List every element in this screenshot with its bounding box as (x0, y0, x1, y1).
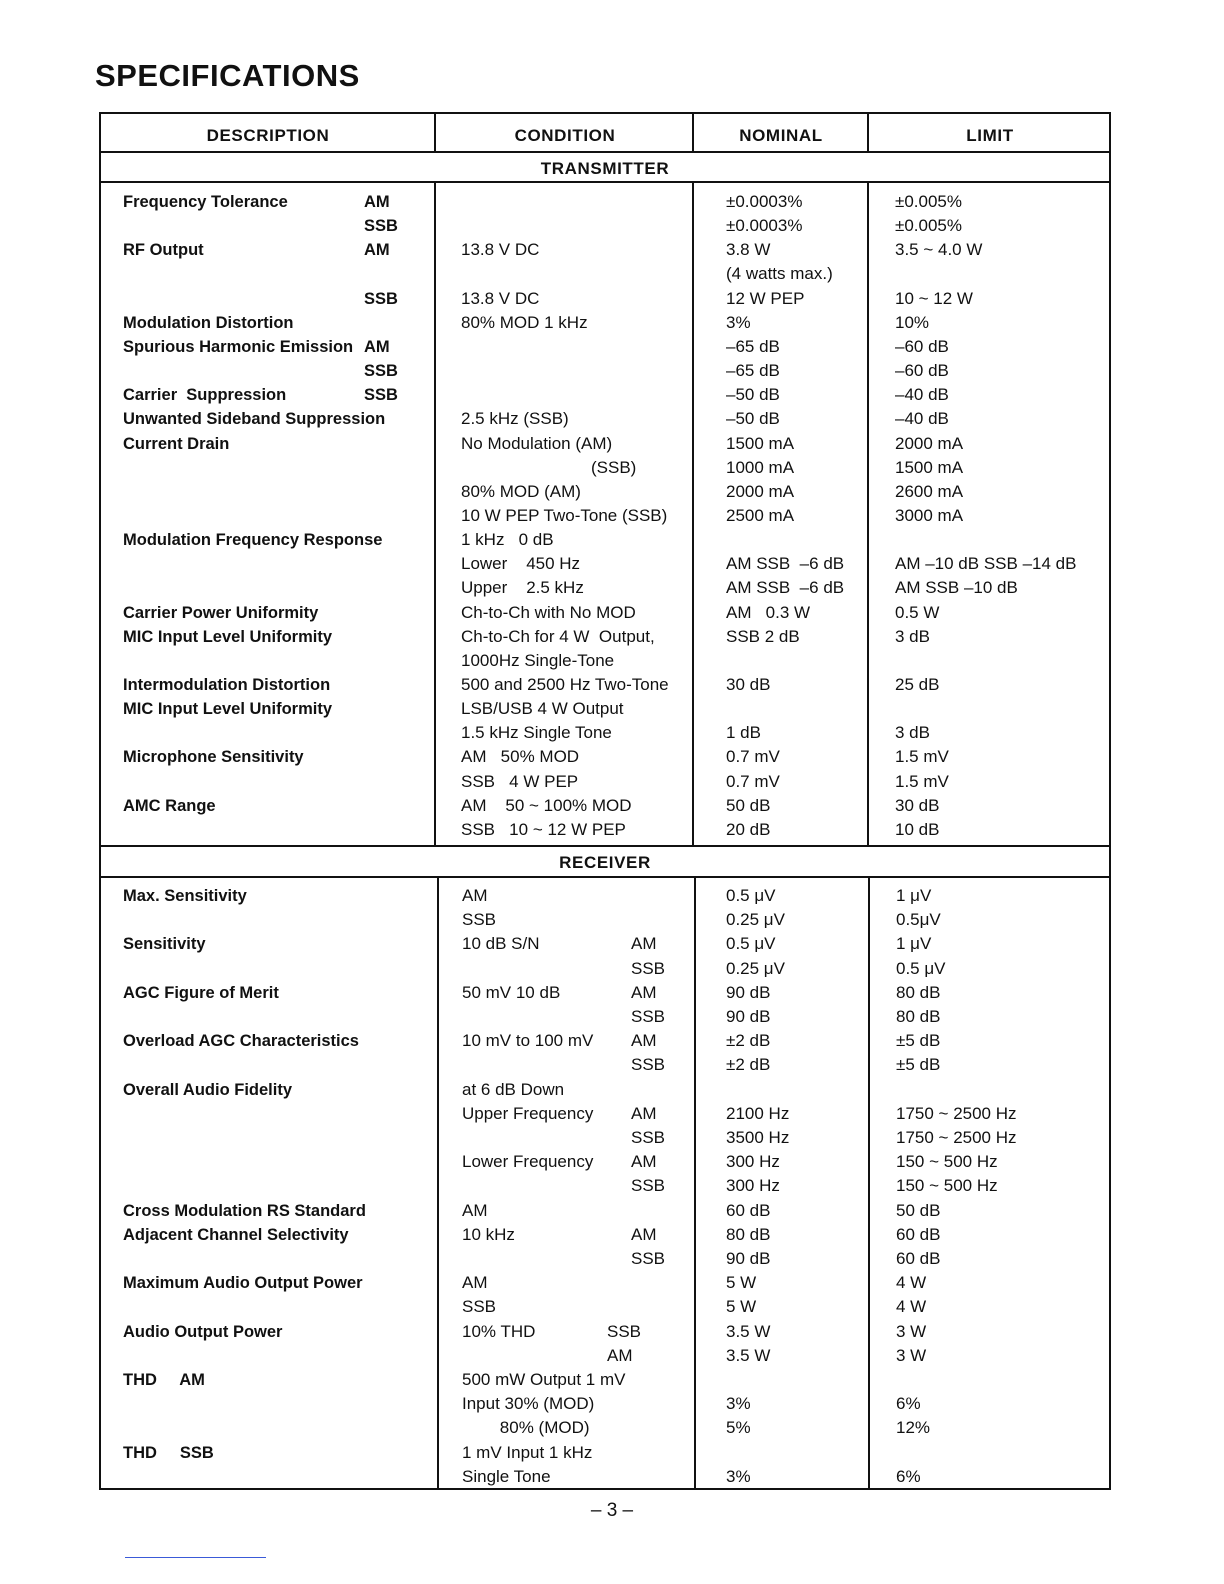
cell-d: Overall Audio Fidelity (123, 1080, 293, 1099)
cell-c: AM (462, 886, 488, 905)
cell-l: 80 dB (896, 1007, 941, 1026)
table-row (101, 480, 1109, 504)
cell-c: Upper Frequency (462, 1103, 594, 1123)
header-description: DESCRIPTION (206, 126, 330, 145)
cell-l: 60 dB (896, 1224, 941, 1244)
cell-n: 80 dB (726, 1224, 771, 1244)
cell-n: 2000 mA (726, 481, 795, 501)
table-row (101, 407, 1109, 431)
cell-d: Microphone Sensitivity (123, 748, 304, 767)
table-row (101, 456, 1109, 480)
table-row (101, 1053, 1109, 1077)
header-nominal: NOMINAL (739, 126, 823, 145)
cell-l: 0.5 W (895, 602, 940, 622)
cell-c: Lower Frequency (462, 1152, 594, 1172)
cell-l: ±0.005% (895, 216, 962, 236)
table-row (101, 504, 1109, 528)
cell-d: Unwanted Sideband Suppression (123, 410, 386, 429)
table-row (101, 1295, 1109, 1319)
cell-cm: SSB (631, 1007, 666, 1026)
divider (101, 845, 1109, 847)
cell-n: 300 Hz (726, 1176, 780, 1196)
cell-l: 3 W (896, 1321, 927, 1341)
table-row (101, 1368, 1109, 1392)
table-row (101, 957, 1109, 981)
cell-n: –50 dB (726, 409, 780, 429)
cell-l: 1 μV (896, 934, 932, 954)
cell-cm: AM (631, 1103, 657, 1123)
table-row (101, 190, 1109, 214)
cell-c: 1000Hz Single-Tone (461, 650, 615, 670)
table-row (101, 1150, 1109, 1174)
cell-cm: SSB (631, 1176, 666, 1196)
table-row (101, 576, 1109, 600)
cell-l: 25 dB (895, 675, 940, 694)
cell-n: 3% (726, 1466, 751, 1486)
cell-d: Carrier Suppression (123, 386, 287, 405)
table-row (101, 625, 1109, 649)
cell-c: 1 kHz 0 dB (461, 530, 554, 550)
cell-l: 80 dB (896, 982, 941, 1002)
cell-l: 150 ~ 500 Hz (896, 1152, 998, 1172)
cell-l: 10% (895, 312, 930, 332)
section-transmitter: TRANSMITTER (540, 159, 670, 178)
cell-c: 10 kHz (462, 1224, 515, 1244)
cell-m: SSB (364, 386, 398, 405)
cell-cm: AM (631, 934, 657, 954)
cell-c: SSB (462, 910, 497, 930)
cell-l: –40 dB (895, 385, 949, 405)
cell-n: 3% (726, 312, 751, 332)
cell-n: 90 dB (726, 1007, 771, 1026)
cell-l: 3 dB (895, 723, 930, 743)
cell-d: RF Output (123, 241, 204, 260)
cell-n: SSB 2 dB (726, 626, 800, 646)
cell-d: Cross Modulation RS Standard (123, 1201, 366, 1220)
cell-c: Input 30% (MOD) (462, 1394, 595, 1414)
cell-m: AM (364, 193, 390, 211)
cell-l: 150 ~ 500 Hz (896, 1176, 998, 1196)
table-row (101, 981, 1109, 1005)
cell-n: 3.5 W (726, 1321, 771, 1341)
divider (125, 1557, 266, 1558)
cell-n: 5% (726, 1418, 751, 1438)
table-row (101, 214, 1109, 238)
cell-l: 3 dB (895, 626, 930, 646)
cell-n: 0.5 μV (726, 886, 776, 905)
table-row (101, 1174, 1109, 1198)
cell-c: SSB 4 W PEP (461, 771, 579, 791)
table-row (101, 1320, 1109, 1344)
cell-d: MIC Input Level Uniformity (123, 700, 333, 719)
cell-m: SSB (364, 362, 398, 381)
table-row (101, 649, 1109, 673)
cell-c: 80% MOD 1 kHz (461, 312, 588, 332)
divider (101, 876, 1109, 878)
table-row (101, 1416, 1109, 1440)
cell-n: 1500 mA (726, 433, 795, 453)
cell-c: 500 mW Output 1 mV (462, 1370, 626, 1389)
cell-l: 2000 mA (895, 433, 964, 453)
table-row (101, 908, 1109, 932)
cell-l: AM –10 dB SSB –14 dB (895, 554, 1077, 574)
cell-l: 10 dB (895, 819, 940, 839)
cell-n: 90 dB (726, 982, 771, 1002)
cell-cm: SSB (631, 1249, 666, 1268)
cell-d: MIC Input Level Uniformity (123, 627, 333, 646)
cell-c: 10 W PEP Two-Tone (SSB) (461, 505, 668, 525)
cell-n: 3.8 W (726, 240, 771, 260)
cell-d: Overload AGC Characteristics (123, 1032, 359, 1051)
header-limit: LIMIT (966, 126, 1014, 145)
cell-c: 2.5 kHz (SSB) (461, 409, 569, 429)
cell-n: 0.7 mV (726, 747, 780, 767)
page-number: – 3 – (590, 1500, 634, 1521)
cell-l: ±5 dB (896, 1031, 941, 1051)
cell-l: 1750 ~ 2500 Hz (896, 1103, 1017, 1123)
cell-d: THD SSB (123, 1443, 214, 1462)
cell-l: 12% (896, 1418, 931, 1438)
cell-d: Modulation Frequency Response (123, 531, 383, 550)
cell-l: 6% (896, 1394, 921, 1414)
cell-l: ±0.005% (895, 192, 962, 211)
table-row (101, 262, 1109, 286)
cell-n: AM SSB –6 dB (726, 578, 845, 598)
cell-l: 1750 ~ 2500 Hz (896, 1128, 1017, 1147)
table-row (101, 1247, 1109, 1271)
cell-d: Sensitivity (123, 935, 206, 954)
cell-l: 3.5 ~ 4.0 W (895, 240, 983, 260)
cell-l: 2600 mA (895, 481, 964, 501)
cell-d: Maximum Audio Output Power (123, 1274, 363, 1293)
cell-n: 3500 Hz (726, 1128, 790, 1147)
cell-cm: (SSB) (591, 457, 637, 477)
cell-d: Modulation Distortion (123, 313, 294, 332)
cell-n: 5 W (726, 1273, 757, 1293)
cell-l: 50 dB (896, 1200, 941, 1220)
cell-d: THD AM (123, 1371, 205, 1389)
cell-n: 300 Hz (726, 1152, 780, 1172)
table-row (101, 1005, 1109, 1029)
cell-cm: SSB (631, 1055, 666, 1075)
cell-cm: AM (631, 1152, 657, 1172)
cell-cm2: AM (607, 1345, 633, 1365)
cell-c: Single Tone (462, 1466, 551, 1486)
cell-n: 3.5 W (726, 1345, 771, 1365)
divider (101, 181, 1109, 183)
table-row (101, 884, 1109, 908)
cell-n: 5 W (726, 1297, 757, 1317)
cell-l: 1 μV (896, 886, 932, 905)
table-row (101, 721, 1109, 745)
cell-l: 1.5 mV (895, 747, 949, 767)
cell-n: –50 dB (726, 385, 780, 405)
table-row (101, 818, 1109, 842)
cell-l: –60 dB (895, 361, 949, 381)
cell-c: 1.5 kHz Single Tone (461, 723, 612, 743)
cell-l: ±5 dB (896, 1055, 941, 1075)
cell-c: 80% MOD (AM) (461, 481, 581, 501)
cell-c: No Modulation (AM) (461, 433, 613, 453)
table-row (101, 1078, 1109, 1102)
specifications-table (99, 112, 1111, 1490)
cell-d: Carrier Power Uniformity (123, 603, 319, 622)
table-row (101, 697, 1109, 721)
cell-l: 0.5 μV (896, 958, 946, 978)
table-row (101, 1465, 1109, 1489)
cell-c: Lower 450 Hz (461, 554, 581, 574)
cell-l: 1.5 mV (895, 771, 949, 791)
cell-l: 60 dB (896, 1249, 941, 1268)
cell-n: 2500 mA (726, 505, 795, 525)
cell-n: 2100 Hz (726, 1103, 790, 1123)
cell-cm2: SSB (607, 1321, 642, 1341)
cell-c: AM 50 ~ 100% MOD (461, 795, 632, 815)
table-row (101, 287, 1109, 311)
table-row (101, 359, 1109, 383)
table-row (101, 1223, 1109, 1247)
cell-l: 4 W (896, 1273, 927, 1293)
cell-n: 12 W PEP (726, 288, 805, 308)
cell-d: Frequency Tolerance (123, 193, 288, 211)
cell-n: 90 dB (726, 1249, 771, 1268)
cell-l: 10 ~ 12 W (895, 288, 973, 308)
cell-l: –60 dB (895, 336, 949, 356)
cell-c: Ch-to-Ch for 4 W Output, (461, 626, 655, 646)
cell-c: AM (462, 1200, 488, 1220)
cell-l: 0.5μV (896, 910, 941, 930)
cell-c: at 6 dB Down (462, 1079, 565, 1099)
cell-n: 0.5 μV (726, 934, 776, 954)
table-row (101, 528, 1109, 552)
cell-n: ±0.0003% (726, 192, 803, 211)
cell-c: SSB (462, 1297, 497, 1317)
cell-d: Current Drain (123, 434, 230, 453)
table-row (101, 794, 1109, 818)
cell-cm: AM (631, 982, 657, 1002)
cell-l: 30 dB (895, 795, 940, 815)
cell-c: LSB/USB 4 W Output (461, 699, 624, 719)
cell-n: 20 dB (726, 819, 771, 839)
table-row (101, 601, 1109, 625)
cell-l: 3000 mA (895, 505, 964, 525)
cell-l: –40 dB (895, 409, 949, 429)
cell-cm: AM (631, 1224, 657, 1244)
table-row (101, 311, 1109, 335)
table-row (101, 335, 1109, 359)
divider (692, 114, 694, 152)
cell-c: 13.8 V DC (461, 288, 540, 308)
cell-n: 1000 mA (726, 457, 795, 477)
divider (101, 151, 1109, 153)
cell-n: AM SSB –6 dB (726, 554, 845, 574)
cell-n: 30 dB (726, 675, 771, 694)
cell-c: Upper 2.5 kHz (461, 578, 584, 598)
table-row (101, 1344, 1109, 1368)
cell-n: –65 dB (726, 361, 780, 381)
cell-d: Adjacent Channel Selectivity (123, 1225, 349, 1244)
table-row (101, 1126, 1109, 1150)
cell-m: AM (364, 241, 390, 260)
cell-n: –65 dB (726, 336, 780, 356)
cell-l: 3 W (896, 1345, 927, 1365)
cell-cm: SSB (631, 958, 666, 978)
table-row (101, 673, 1109, 697)
table-row (101, 1029, 1109, 1053)
cell-m: SSB (364, 289, 398, 308)
cell-m: AM (364, 337, 390, 356)
cell-c: SSB 10 ~ 12 W PEP (461, 819, 626, 839)
cell-l: AM SSB –10 dB (895, 578, 1018, 598)
cell-l: 1500 mA (895, 457, 964, 477)
divider (867, 114, 869, 152)
cell-c: AM 50% MOD (461, 747, 580, 767)
cell-c: 10 dB S/N (462, 934, 540, 954)
cell-d: Audio Output Power (123, 1322, 283, 1341)
cell-n: 50 dB (726, 795, 771, 815)
cell-l: 4 W (896, 1297, 927, 1317)
table-row (101, 932, 1109, 956)
cell-c: 1 mV Input 1 kHz (462, 1442, 593, 1462)
table-row (101, 432, 1109, 456)
cell-n: 0.25 μV (726, 910, 785, 930)
table-row (101, 1441, 1109, 1465)
cell-n: ±2 dB (726, 1031, 771, 1051)
table-row (101, 1392, 1109, 1416)
table-row (101, 238, 1109, 262)
cell-m: SSB (364, 217, 398, 236)
cell-c: AM (462, 1273, 488, 1293)
cell-c: 10 mV to 100 mV (462, 1031, 594, 1051)
table-row (101, 1199, 1109, 1223)
cell-l: 6% (896, 1466, 921, 1486)
cell-d: AMC Range (123, 796, 216, 815)
cell-c: 50 mV 10 dB (462, 982, 561, 1002)
cell-n: 0.25 μV (726, 958, 785, 978)
cell-cm: SSB (631, 1128, 666, 1147)
cell-c: 10% THD (462, 1321, 536, 1341)
cell-c: Ch-to-Ch with No MOD (461, 602, 636, 622)
cell-c: 500 and 2500 Hz Two-Tone (461, 675, 669, 694)
cell-cm: AM (631, 1031, 657, 1051)
cell-n: ±2 dB (726, 1055, 771, 1075)
cell-n: 1 dB (726, 723, 761, 743)
table-row (101, 770, 1109, 794)
header-condition: CONDITION (514, 126, 616, 145)
table-row (101, 1271, 1109, 1295)
cell-n: (4 watts max.) (726, 264, 833, 284)
cell-d: Max. Sensitivity (123, 887, 247, 905)
cell-c: 80% (MOD) (462, 1418, 590, 1438)
page-title: SPECIFICATIONS (95, 58, 360, 93)
cell-n: ±0.0003% (726, 216, 803, 236)
cell-d: AGC Figure of Merit (123, 983, 279, 1002)
cell-n: 3% (726, 1394, 751, 1414)
table-row (101, 383, 1109, 407)
cell-d: Intermodulation Distortion (123, 676, 331, 694)
table-row (101, 552, 1109, 576)
cell-n: AM 0.3 W (726, 602, 811, 622)
cell-n: 60 dB (726, 1200, 771, 1220)
cell-d: Spurious Harmonic Emission (123, 337, 354, 356)
table-row (101, 1102, 1109, 1126)
table-row (101, 745, 1109, 769)
section-receiver: RECEIVER (559, 853, 651, 872)
cell-c: 13.8 V DC (461, 240, 540, 260)
divider (434, 114, 436, 152)
cell-n: 0.7 mV (726, 771, 780, 791)
